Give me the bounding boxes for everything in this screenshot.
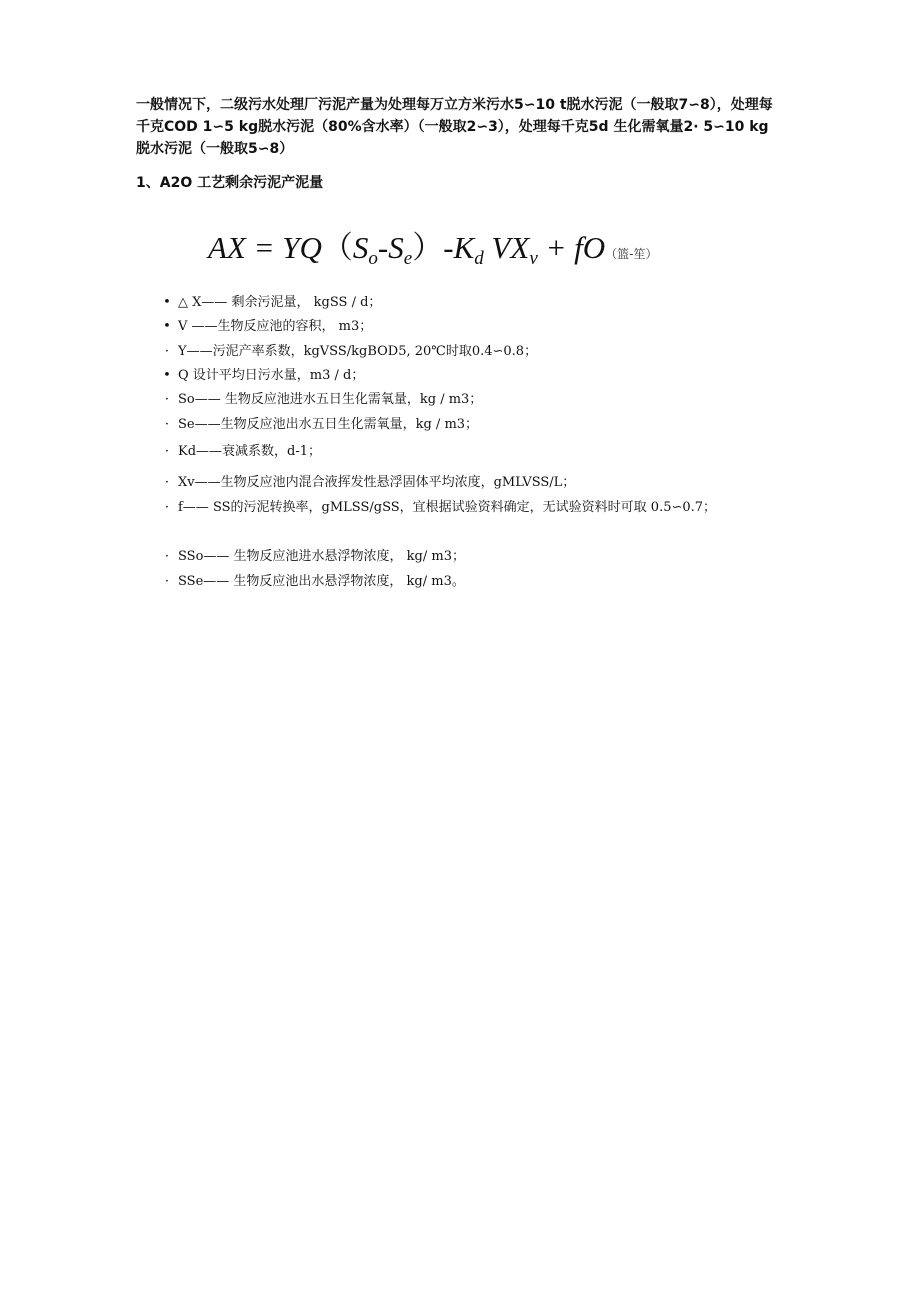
formula-xv-sub: v	[529, 248, 538, 269]
definition-text: f—— SS的污泥转换率，gMLSS/gSS，宜根据试验资料确定，无试验资料时可取 0.5∽0.7；	[178, 500, 717, 515]
definition-item	[160, 414, 780, 436]
definition-text: Q 设计平均日污水量，m3 / d；	[178, 368, 365, 383]
formula-lhs: AX = YQ	[208, 230, 322, 265]
definition-text: So—— 生物反应池进水五日生化需氧量，kg / m3；	[178, 392, 483, 407]
definition-item	[160, 292, 780, 314]
bullet: ·	[164, 549, 170, 564]
definition-text: SSo—— 生物反应池进水悬浮物浓度， kg/ m3；	[178, 549, 465, 564]
definition-item	[160, 571, 780, 593]
sludge-formula	[208, 226, 658, 281]
definition-text: SSe—— 生物反应池出水悬浮物浓度， kg/ m3。	[178, 574, 465, 589]
formula-kd-sub: d	[474, 248, 484, 269]
definition-item	[160, 546, 780, 568]
definition-item	[160, 472, 780, 494]
definition-text: △ X—— 剩余污泥量， kgSS / d；	[178, 295, 382, 310]
bullet: •	[163, 295, 171, 310]
definition-item	[160, 441, 780, 463]
formula-f-term: + fO	[537, 230, 606, 265]
formula-s-e-sub: e	[403, 248, 413, 269]
definition-item	[160, 497, 780, 519]
formula-s2: S	[388, 230, 404, 265]
definition-text: V ——生物反应池的容积， m3；	[178, 319, 373, 334]
definition-item	[160, 365, 780, 387]
definition-text: Y——污泥产率系数，kgVSS/kgBOD5, 20℃时取0.4∽0.8；	[178, 344, 538, 359]
bullet: •	[163, 368, 171, 383]
formula-open-paren: （	[321, 230, 353, 265]
formula-kd: -K	[443, 230, 475, 265]
bullet: ·	[164, 500, 170, 515]
bullet: ·	[164, 417, 170, 432]
formula-close-paren: ）	[412, 230, 444, 265]
formula-tail: （篮-笙）	[605, 247, 658, 261]
definition-text: Se——生物反应池出水五日生化需氧量，kg / m3；	[178, 417, 479, 432]
formula-s: S	[352, 230, 369, 265]
bullet: ·	[164, 444, 170, 459]
definition-text: Kd——衰减系数，d-1；	[178, 444, 322, 459]
bullet: ·	[164, 475, 170, 490]
formula-s-o-sub: o	[368, 248, 378, 269]
formula-v-term: VX	[483, 230, 530, 265]
formula-minus: -	[377, 230, 389, 265]
intro-paragraph: 一般情况下，二级污水处理厂污泥产量为处理每万立方米污水5∽10 t脱水污泥（一般取7∽8），处理每千克COD 1∽5 kg脱水污泥（80%含水率）（一般取2∽3），处理每千克5d 生化需氧量2· 5∽10 kg脱水污泥（一般取5∽8）	[136, 97, 773, 157]
bullet: ·	[164, 344, 170, 359]
definition-item	[160, 389, 780, 411]
section-heading: 1、A2O 工艺剩余污泥产泥量	[136, 175, 324, 191]
bullet: •	[163, 319, 171, 334]
definition-item	[160, 341, 780, 363]
bullet: ·	[164, 574, 170, 589]
definition-text: Xv——生物反应池内混合液挥发性悬浮固体平均浓度，gMLVSS/L；	[178, 475, 576, 490]
definition-item	[160, 316, 780, 338]
bullet: ·	[164, 392, 170, 407]
